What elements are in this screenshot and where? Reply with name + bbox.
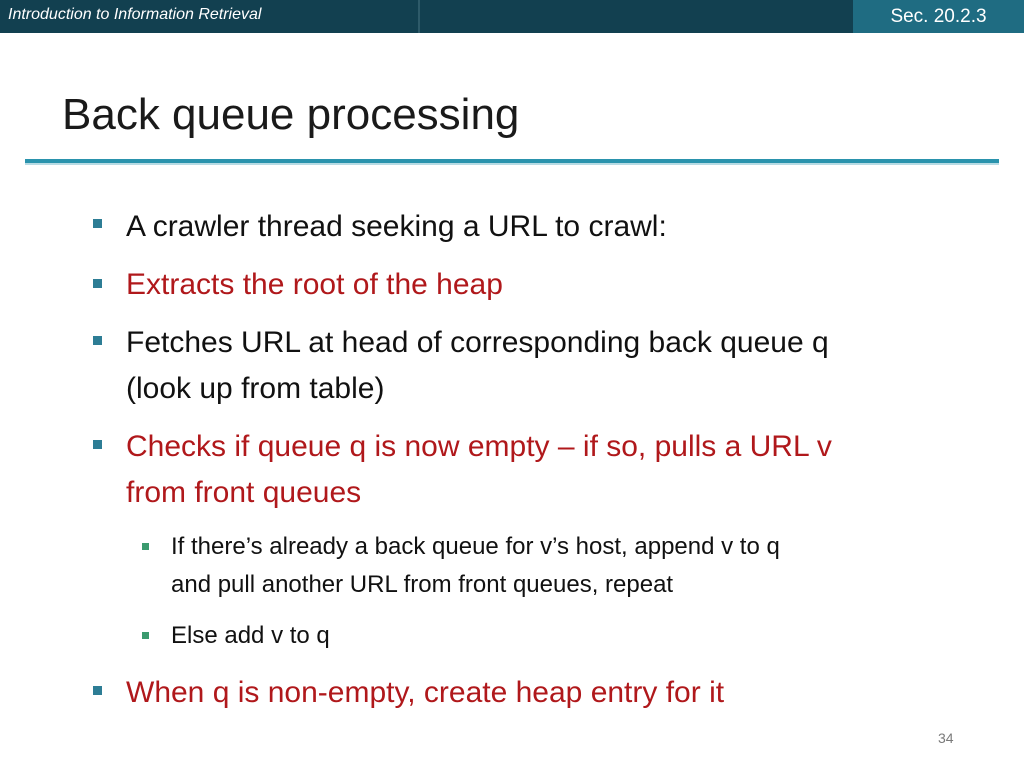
bullet-line: A crawler thread seeking a URL to crawl: bbox=[126, 210, 667, 243]
sub-bullet-item-1 bbox=[171, 528, 780, 604]
slide-title: Back queue processing bbox=[62, 90, 520, 139]
bullet-item-3 bbox=[126, 320, 829, 412]
bullet-marker-icon bbox=[93, 686, 102, 695]
bullet-marker-icon bbox=[93, 440, 102, 449]
sub-bullet-marker-icon bbox=[142, 543, 149, 550]
bullet-item-2 bbox=[126, 262, 503, 308]
bullet-line: Else add v to q bbox=[171, 622, 330, 649]
bullet-line: from front queues bbox=[126, 476, 362, 509]
section-label: Sec. 20.2.3 bbox=[853, 0, 1024, 33]
bullet-line: and pull another URL from front queues, repeat bbox=[171, 571, 674, 598]
bullet-marker-icon bbox=[93, 279, 102, 288]
bullet-line: When q is non-empty, create heap entry for it bbox=[126, 676, 725, 709]
bullet-marker-icon bbox=[93, 219, 102, 228]
bullet-line: Extracts the root of the heap bbox=[126, 268, 503, 301]
bullet-item-4 bbox=[126, 424, 832, 516]
bullet-marker-icon bbox=[93, 336, 102, 345]
bullet-line: Fetches URL at head of corresponding back queue q bbox=[126, 326, 829, 359]
sub-bullet-item-2 bbox=[171, 617, 330, 655]
course-title: Introduction to Information Retrieval bbox=[8, 6, 262, 23]
bullet-item-1 bbox=[126, 204, 667, 250]
bullet-line: (look up from table) bbox=[126, 372, 385, 405]
page-number: 34 bbox=[938, 730, 954, 746]
sub-bullet-marker-icon bbox=[142, 632, 149, 639]
bullet-line: Checks if queue q is now empty – if so, pulls a URL v bbox=[126, 430, 832, 463]
bullet-line: If there’s already a back queue for v’s host, append v to q bbox=[171, 533, 780, 560]
bullet-item-5 bbox=[126, 670, 724, 716]
